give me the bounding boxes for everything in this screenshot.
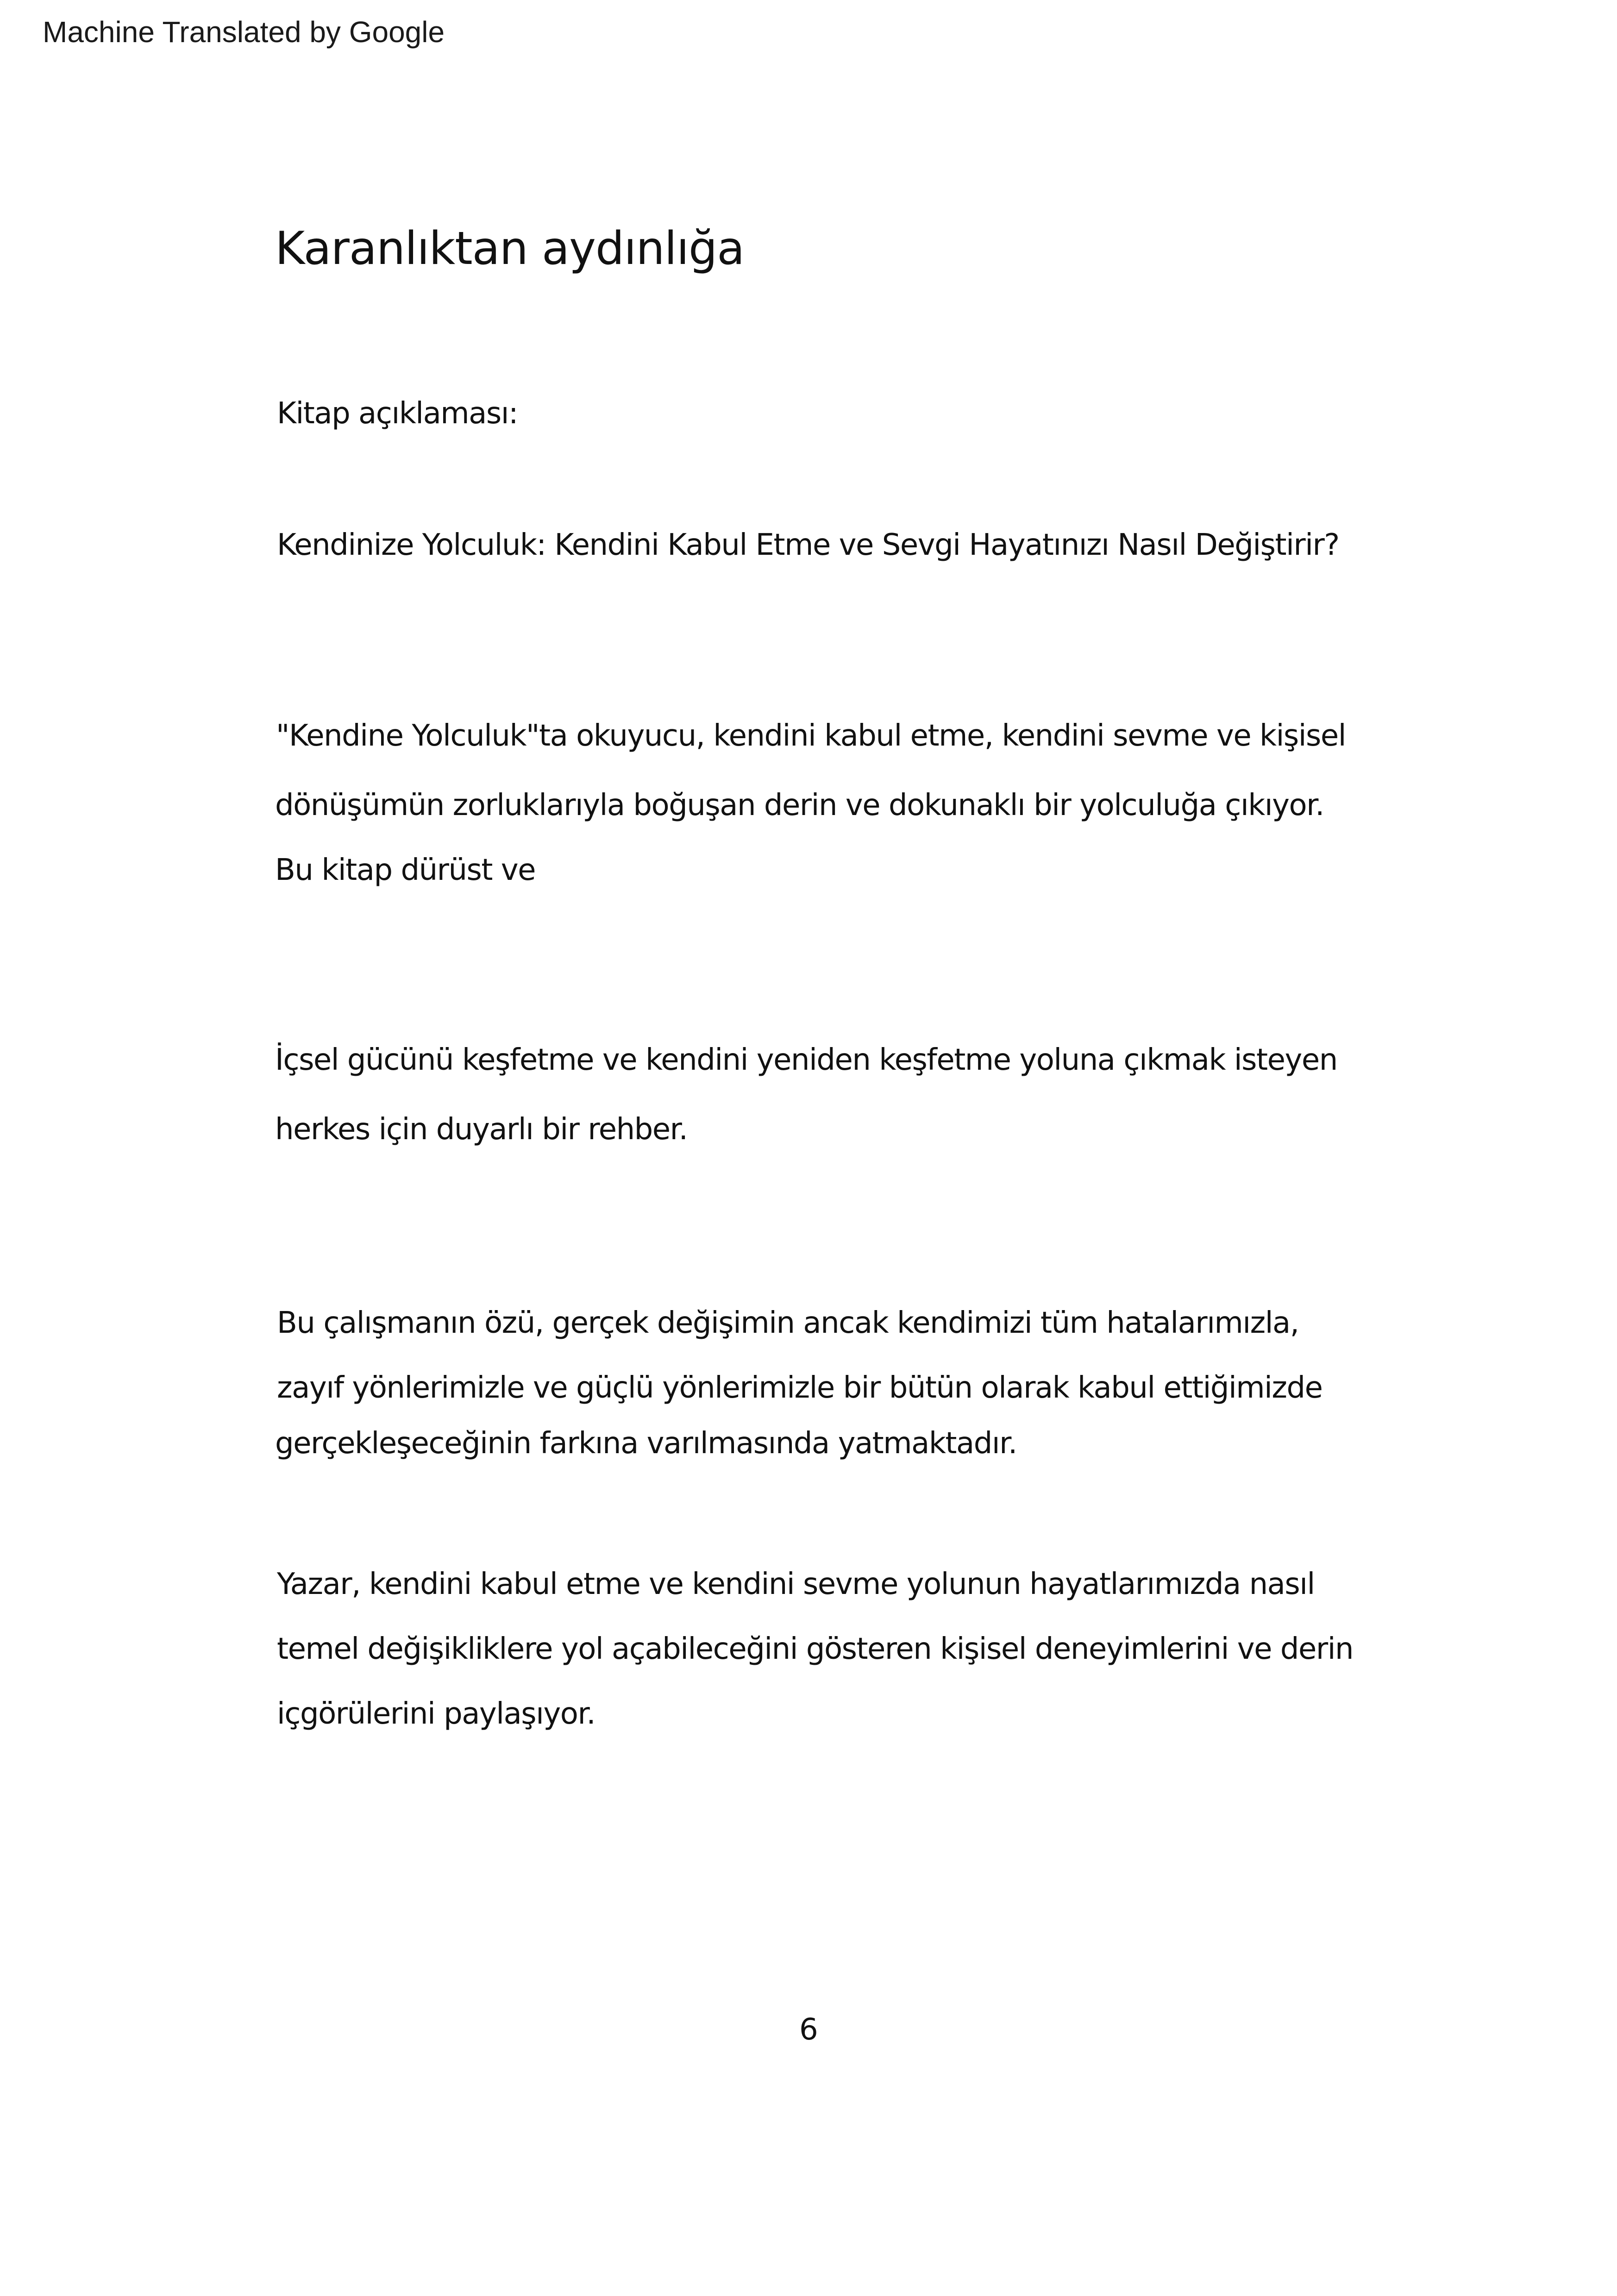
page-title: Karanlıktan aydınlığa bbox=[275, 222, 745, 275]
paragraph-line: Yazar, kendini kabul etme ve kendini sevme yolunun hayatlarımızda nasıl bbox=[277, 1567, 1315, 1601]
description-label: Kitap açıklaması: bbox=[277, 396, 518, 431]
book-subtitle: Kendinize Yolculuk: Kendini Kabul Etme ve Sevgi Hayatınızı Nasıl Değiştirir? bbox=[277, 528, 1339, 562]
paragraph-line: herkes için duyarlı bir rehber. bbox=[275, 1112, 688, 1147]
paragraph-line: zayıf yönlerimizle ve güçlü yönlerimizle bir bütün olarak kabul ettiğimizde bbox=[277, 1371, 1322, 1405]
paragraph-line: Bu kitap dürüst ve bbox=[275, 853, 536, 887]
paragraph-line: İçsel gücünü keşfetme ve kendini yeniden keşfetme yoluna çıkmak isteyen bbox=[275, 1043, 1337, 1077]
paragraph-line: "Kendine Yolculuk"ta okuyucu, kendini kabul etme, kendini sevme ve kişisel bbox=[276, 719, 1346, 753]
paragraph-line: temel değişikliklere yol açabileceğini gösteren kişisel deneyimlerini ve derin bbox=[277, 1632, 1354, 1666]
paragraph-line: Bu çalışmanın özü, gerçek değişimin ancak kendimizi tüm hatalarımızla, bbox=[277, 1306, 1299, 1340]
paragraph-line: içgörülerini paylaşıyor. bbox=[277, 1697, 595, 1731]
page-number: 6 bbox=[799, 2013, 818, 2047]
machine-translation-banner: Machine Translated by Google bbox=[43, 15, 445, 49]
paragraph-line: gerçekleşeceğinin farkına varılmasında yatmaktadır. bbox=[275, 1426, 1017, 1461]
paragraph-line: dönüşümün zorluklarıyla boğuşan derin ve dokunaklı bir yolculuğa çıkıyor. bbox=[275, 788, 1324, 822]
